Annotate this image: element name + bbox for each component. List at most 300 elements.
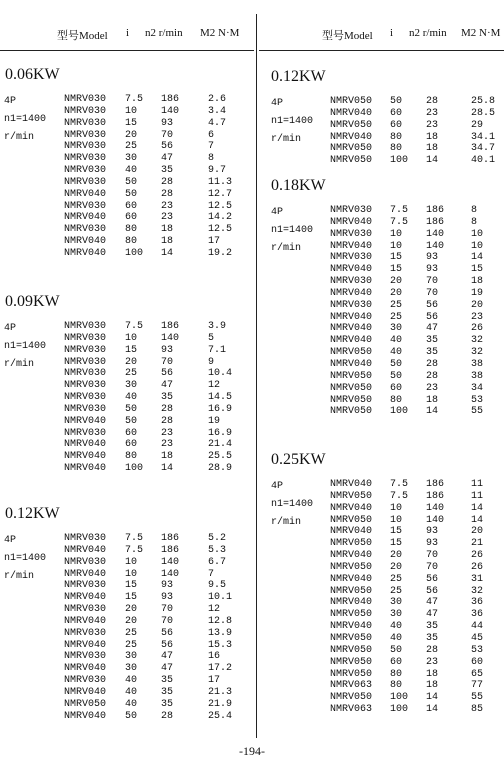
cell-ratio: 15 [125,592,138,604]
cell-output-speed: 14 [161,463,174,475]
cell-output-torque: 5 [208,332,215,344]
motor-speed-unit: r/min [271,134,302,145]
cell-output-torque: 5.3 [208,544,227,556]
cell-model: NMRV050 [330,692,373,704]
cell-output-torque: 11 [471,479,484,490]
cell-output-torque: 28.5 [471,107,496,119]
cell-ratio: 7.5 [390,479,409,490]
cell-model: NMRV040 [330,264,373,276]
table-row [259,359,504,371]
cell-output-torque: 28.9 [208,463,233,475]
cell-model: NMRV040 [64,188,107,200]
cell-output-speed: 56 [426,299,439,311]
cell-output-speed: 47 [426,609,439,621]
cell-ratio: 20 [125,356,138,368]
cell-output-speed: 56 [161,639,174,651]
cell-output-speed: 18 [426,143,439,155]
table-row [259,704,504,716]
cell-model: NMRV040 [330,107,373,119]
table-row [259,96,504,108]
table-header [259,0,504,51]
cell-ratio: 15 [390,264,403,276]
cell-ratio: 7.5 [125,94,144,105]
cell-model: NMRV040 [330,597,373,609]
cell-ratio: 40 [125,686,138,698]
motor-poles: 4P [4,323,17,334]
table-row [259,621,504,633]
spec-table [0,94,254,260]
cell-ratio: 25 [390,585,403,597]
cell-ratio: 40 [125,392,138,404]
table-row [0,94,254,106]
cell-output-torque: 12.5 [208,200,233,212]
cell-output-speed: 28 [161,415,174,427]
cell-model: NMRV030 [64,604,107,616]
cell-output-speed: 28 [161,188,174,200]
cell-output-speed: 35 [161,392,174,404]
cell-ratio: 80 [390,131,403,143]
cell-model: NMRV050 [330,370,373,382]
table-row [259,515,504,527]
cell-output-speed: 28 [426,644,439,656]
cell-ratio: 60 [390,107,403,119]
cell-ratio: 25 [390,299,403,311]
cell-output-speed: 93 [161,117,174,129]
cell-model: NMRV030 [64,344,107,356]
section-title: 0.06KW [5,66,60,83]
cell-ratio: 80 [390,680,403,692]
table-row [259,120,504,132]
cell-output-torque: 10.4 [208,368,233,380]
table-row [0,392,254,404]
cell-output-speed: 28 [161,710,174,722]
cell-output-torque: 12.7 [208,188,233,200]
motor-input-speed: n1=1400 [271,499,314,510]
table-row [0,106,254,118]
cell-model: NMRV030 [330,252,373,264]
cell-ratio: 10 [125,568,138,580]
cell-output-speed: 140 [161,105,180,117]
table-row [259,155,504,167]
cell-ratio: 80 [125,224,138,236]
cell-ratio: 10 [390,514,403,526]
cell-ratio: 50 [125,710,138,722]
cell-ratio: 100 [125,247,144,259]
table-row [0,236,254,248]
header-ratio: i [126,27,130,39]
motor-poles: 4P [4,96,17,107]
cell-ratio: 80 [390,143,403,155]
cell-ratio: 100 [390,155,409,167]
table-row [259,645,504,657]
cell-model: NMRV040 [64,710,107,722]
header-output-torque: M2 N·M [200,27,240,39]
cell-output-speed: 18 [426,680,439,692]
cell-ratio: 20 [125,615,138,627]
cell-output-torque: 34.1 [471,131,496,143]
table-row [0,177,254,189]
cell-model: NMRV050 [330,155,373,167]
cell-output-speed: 18 [426,668,439,680]
cell-model: NMRV040 [64,663,107,675]
cell-ratio: 60 [125,200,138,212]
motor-speed-unit: r/min [4,132,35,143]
cell-ratio: 20 [125,604,138,616]
cell-model: NMRV040 [330,287,373,299]
cell-ratio: 10 [390,228,403,240]
cell-ratio: 100 [390,704,409,716]
motor-input-speed: n1=1400 [271,225,314,236]
cell-output-torque: 3.9 [208,321,227,332]
cell-model: NMRV040 [64,451,107,463]
cell-output-speed: 18 [161,236,174,248]
cell-output-torque: 26 [471,550,484,562]
table-row [259,241,504,253]
table-row [0,557,254,569]
cell-ratio: 20 [125,129,138,141]
cell-output-speed: 186 [161,544,180,556]
cell-output-torque: 26 [471,323,484,335]
cell-output-torque: 9.7 [208,165,227,177]
cell-output-torque: 53 [471,394,484,406]
motor-poles: 4P [4,535,17,546]
motor-speed-unit: r/min [271,243,302,254]
cell-output-torque: 2.6 [208,94,227,105]
table-row [259,574,504,586]
cell-output-torque: 8 [471,205,478,216]
spec-table [0,533,254,723]
cell-output-speed: 35 [161,686,174,698]
cell-output-speed: 23 [161,439,174,451]
cell-model: NMRV040 [330,573,373,585]
cell-output-speed: 18 [426,394,439,406]
cell-output-speed: 186 [426,490,445,502]
cell-ratio: 10 [390,502,403,514]
cell-output-torque: 6 [208,129,215,141]
cell-output-torque: 9 [208,356,215,368]
cell-model: NMRV040 [64,615,107,627]
cell-output-speed: 18 [161,224,174,236]
cell-output-torque: 3.4 [208,105,227,117]
table-row [259,562,504,574]
cell-output-speed: 18 [426,131,439,143]
cell-output-torque: 55 [471,406,484,418]
cell-output-torque: 10 [471,228,484,240]
motor-speed-unit: r/min [4,359,35,370]
cell-output-torque: 8 [471,216,478,228]
cell-output-torque: 32 [471,335,484,347]
cell-model: NMRV030 [64,224,107,236]
cell-output-torque: 44 [471,621,484,633]
cell-ratio: 15 [390,538,403,550]
cell-ratio: 7.5 [125,321,144,332]
cell-output-torque: 17 [208,675,221,687]
motor-speed-unit: r/min [271,517,302,528]
table-row [259,323,504,335]
cell-output-torque: 14.5 [208,392,233,404]
spec-table [259,96,504,167]
cell-output-torque: 5.2 [208,533,227,544]
cell-model: NMRV063 [330,704,373,716]
section-title: 0.18KW [271,177,326,194]
cell-output-speed: 70 [426,561,439,573]
cell-output-speed: 35 [161,698,174,710]
cell-output-torque: 21.4 [208,439,233,451]
cell-output-torque: 38 [471,370,484,382]
cell-ratio: 7.5 [390,490,409,502]
cell-model: NMRV050 [330,609,373,621]
cell-output-torque: 6.7 [208,556,227,568]
cell-model: NMRV050 [330,656,373,668]
cell-output-torque: 7 [208,141,215,153]
cell-model: NMRV030 [64,117,107,129]
cell-output-speed: 35 [426,632,439,644]
cell-output-torque: 21.9 [208,698,233,710]
table-row [259,657,504,669]
cell-output-speed: 140 [426,240,445,252]
cell-output-speed: 23 [161,427,174,439]
cell-model: NMRV040 [330,311,373,323]
cell-ratio: 40 [125,675,138,687]
cell-ratio: 60 [125,212,138,224]
cell-ratio: 15 [390,526,403,538]
motor-poles: 4P [271,98,284,109]
table-row [0,404,254,416]
table-row [0,651,254,663]
cell-output-speed: 14 [426,406,439,418]
cell-model: NMRV030 [64,556,107,568]
cell-model: NMRV050 [330,514,373,526]
cell-ratio: 50 [390,644,403,656]
cell-output-speed: 56 [161,368,174,380]
table-row [0,212,254,224]
table-row [0,545,254,557]
cell-ratio: 25 [390,573,403,585]
table-row [259,143,504,155]
cell-ratio: 30 [125,380,138,392]
table-row [0,201,254,213]
header-output-speed: n2 r/min [409,27,447,39]
cell-output-speed: 186 [426,216,445,228]
table-row [0,428,254,440]
cell-model: NMRV040 [330,550,373,562]
cell-output-speed: 28 [426,358,439,370]
cell-ratio: 100 [390,406,409,418]
cell-model: NMRV040 [64,415,107,427]
cell-output-speed: 70 [161,356,174,368]
table-row [259,491,504,503]
cell-output-speed: 186 [161,94,180,105]
cell-output-torque: 65 [471,668,484,680]
cell-model: NMRV030 [64,533,107,544]
cell-output-speed: 56 [161,141,174,153]
cell-model: NMRV030 [64,403,107,415]
cell-output-speed: 186 [161,321,180,332]
cell-output-speed: 140 [426,228,445,240]
table-row [0,687,254,699]
cell-ratio: 40 [125,698,138,710]
cell-output-speed: 14 [161,247,174,259]
cell-model: NMRV030 [64,94,107,105]
cell-output-torque: 8 [208,153,215,165]
table-row [259,406,504,418]
table-row [0,463,254,475]
table-row [259,609,504,621]
cell-ratio: 7.5 [390,216,409,228]
table-row [259,633,504,645]
left-column [0,0,254,740]
cell-ratio: 20 [390,550,403,562]
cell-ratio: 60 [390,119,403,131]
cell-ratio: 7.5 [125,533,144,544]
cell-model: NMRV030 [64,427,107,439]
cell-ratio: 7.5 [390,205,409,216]
cell-output-speed: 28 [426,96,439,107]
cell-output-speed: 70 [426,287,439,299]
cell-ratio: 40 [390,335,403,347]
cell-output-speed: 23 [426,656,439,668]
cell-ratio: 50 [125,415,138,427]
cell-model: NMRV040 [330,526,373,538]
table-row [259,229,504,241]
cell-output-torque: 12 [208,604,221,616]
table-row [259,395,504,407]
cell-model: NMRV030 [64,165,107,177]
table-row [0,130,254,142]
cell-ratio: 30 [125,651,138,663]
cell-output-torque: 21.3 [208,686,233,698]
table-row [259,597,504,609]
table-row [0,616,254,628]
cell-model: NMRV050 [330,538,373,550]
cell-output-speed: 18 [161,451,174,463]
motor-speed-unit: r/min [4,571,35,582]
cell-ratio: 80 [125,236,138,248]
cell-ratio: 80 [390,394,403,406]
table-row [0,345,254,357]
cell-ratio: 60 [125,439,138,451]
cell-output-torque: 12.8 [208,615,233,627]
cell-output-torque: 36 [471,609,484,621]
cell-model: NMRV030 [64,380,107,392]
table-row [0,333,254,345]
cell-output-torque: 7.1 [208,344,227,356]
cell-output-torque: 36 [471,597,484,609]
cell-output-torque: 55 [471,692,484,704]
cell-output-speed: 70 [161,604,174,616]
cell-output-torque: 14 [471,514,484,526]
cell-output-torque: 7 [208,568,215,580]
cell-ratio: 30 [125,663,138,675]
cell-model: NMRV030 [64,392,107,404]
cell-model: NMRV050 [330,96,373,107]
cell-output-speed: 47 [426,597,439,609]
cell-output-speed: 28 [161,403,174,415]
table-row [0,711,254,723]
cell-model: NMRV040 [330,358,373,370]
table-row [0,451,254,463]
table-row [0,628,254,640]
cell-ratio: 50 [125,176,138,188]
cell-output-torque: 17.2 [208,663,233,675]
table-row [0,321,254,333]
cell-output-speed: 23 [426,119,439,131]
table-row [0,189,254,201]
header-model: 型号Model [322,30,373,42]
cell-output-torque: 14 [471,252,484,264]
cell-output-torque: 85 [471,704,484,716]
cell-model: NMRV040 [330,621,373,633]
table-row [259,479,504,491]
cell-output-torque: 15 [471,264,484,276]
table-row [0,533,254,545]
table-row [259,586,504,598]
cell-model: NMRV030 [64,141,107,153]
cell-output-torque: 31 [471,573,484,585]
cell-model: NMRV030 [64,651,107,663]
cell-output-torque: 53 [471,644,484,656]
cell-output-torque: 40.1 [471,155,496,167]
cell-output-speed: 35 [426,347,439,359]
cell-model: NMRV040 [64,439,107,451]
cell-output-torque: 10.1 [208,592,233,604]
motor-poles: 4P [271,207,284,218]
cell-model: NMRV050 [330,585,373,597]
cell-model: NMRV050 [330,644,373,656]
motor-poles: 4P [271,481,284,492]
cell-ratio: 20 [390,561,403,573]
motor-input-speed: n1=1400 [271,116,314,127]
cell-output-speed: 35 [161,165,174,177]
cell-ratio: 50 [390,358,403,370]
cell-output-speed: 93 [161,344,174,356]
cell-ratio: 100 [125,463,144,475]
cell-output-speed: 56 [426,585,439,597]
table-row [0,663,254,675]
cell-ratio: 10 [390,240,403,252]
cell-output-speed: 186 [161,533,180,544]
table-row [259,347,504,359]
spec-table [0,321,254,475]
table-row [0,604,254,616]
cell-ratio: 7.5 [125,544,144,556]
cell-ratio: 50 [125,403,138,415]
cell-model: NMRV040 [64,592,107,604]
cell-model: NMRV040 [64,247,107,259]
cell-model: NMRV030 [64,675,107,687]
page-number: -194- [239,744,265,758]
cell-model: NMRV040 [330,323,373,335]
cell-model: NMRV040 [330,216,373,228]
cell-output-torque: 19 [208,415,221,427]
table-row [259,680,504,692]
table-row [259,335,504,347]
motor-input-speed: n1=1400 [4,341,47,352]
table-row [0,675,254,687]
cell-output-speed: 23 [426,382,439,394]
cell-output-torque: 38 [471,358,484,370]
table-row [259,108,504,120]
cell-model: NMRV050 [330,561,373,573]
cell-output-speed: 23 [161,212,174,224]
header-output-torque: M2 N·M [461,27,501,39]
table-row [259,312,504,324]
cell-model: NMRV030 [330,228,373,240]
cell-output-torque: 19 [471,287,484,299]
cell-output-speed: 14 [426,704,439,716]
table-row [0,118,254,130]
cell-model: NMRV030 [64,368,107,380]
